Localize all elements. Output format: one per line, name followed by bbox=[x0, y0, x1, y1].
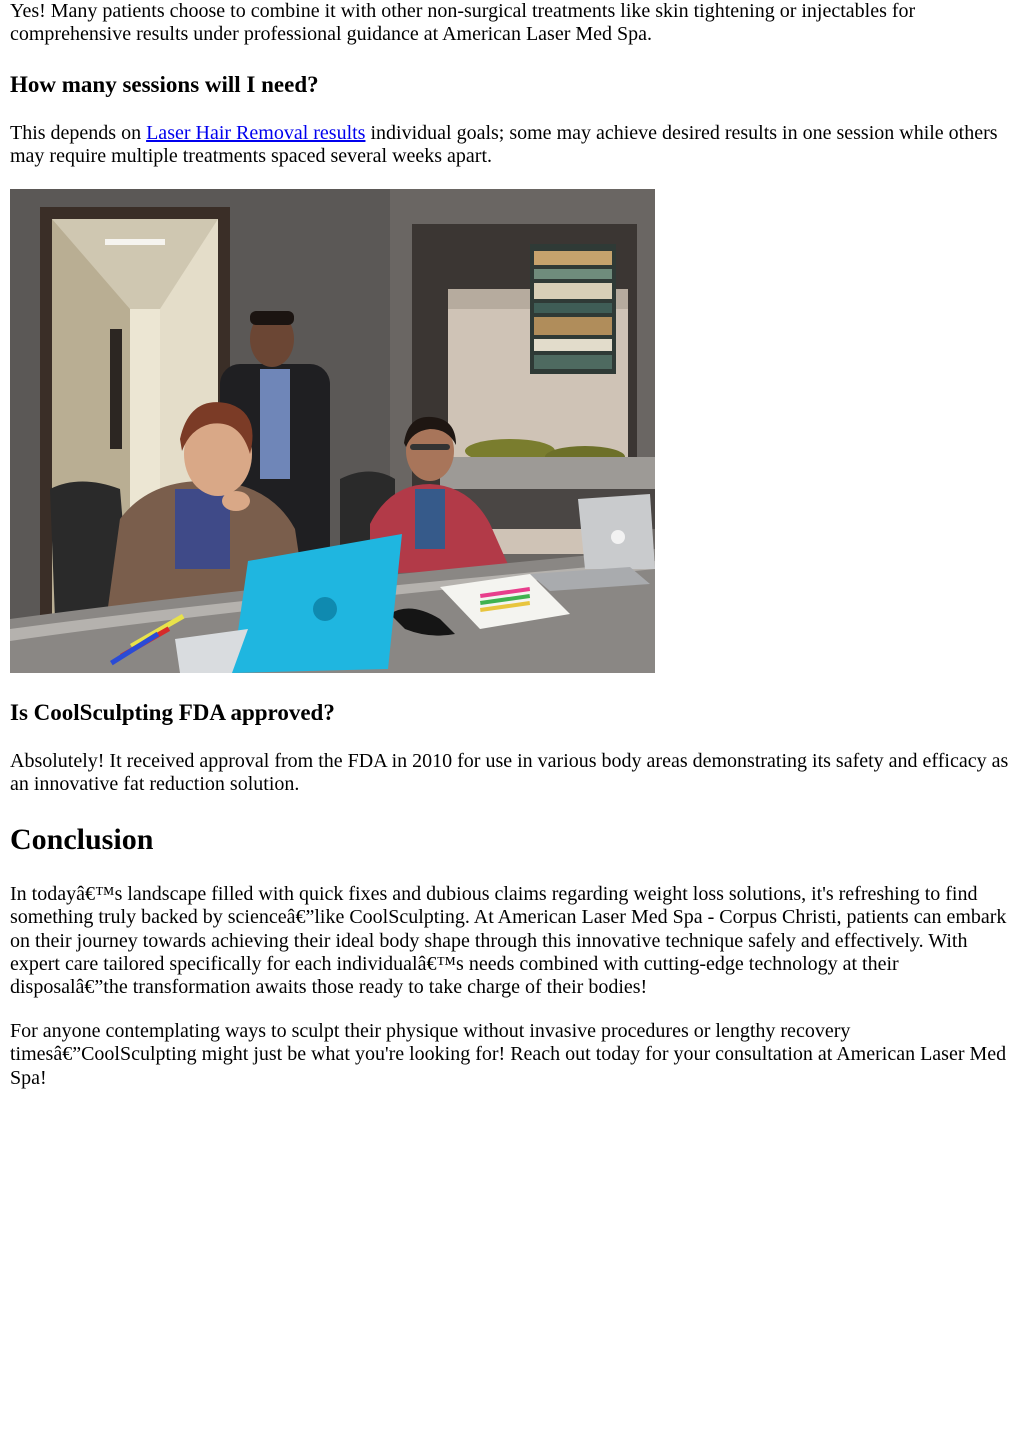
staff-at-reception-desk-photo bbox=[10, 189, 655, 673]
conclusion-paragraph-2: For anyone contemplating ways to sculpt their physique without invasive procedures or lengthy recovery timesâ€”CoolSculpting might just be what you're looking for! Reach out today for your consultation at American Laser Med Spa! bbox=[10, 1020, 1007, 1089]
fda-paragraph: Absolutely! It received approval from the FDA in 2010 for use in various body areas demonstrating its safety and efficacy as an innovative fat reduction solution. bbox=[10, 750, 1009, 796]
laser-hair-removal-link[interactable]: Laser Hair Removal results bbox=[146, 122, 366, 144]
sessions-heading: How many sessions will I need? bbox=[10, 72, 319, 97]
conclusion-heading: Conclusion bbox=[10, 823, 154, 856]
intro-paragraph: Yes! Many patients choose to combine it with other non-surgical treatments like skin tightening or injectables for comprehensive results under professional guidance at American Laser Med Spa. bbox=[10, 0, 916, 46]
sessions-text-after: individual goals; some may achieve desired results in one session while others may require multiple treatments spaced several weeks apart. bbox=[10, 122, 998, 168]
sessions-text-before: This depends on bbox=[10, 122, 147, 144]
conclusion-paragraph-1: In todayâ€™s landscape filled with quick fixes and dubious claims regarding weight loss solutions, it's refreshing to find something truly backed by scienceâ€”like CoolSculpting. At American Laser Med Spa - Corpus Christi, patients can embark on their journey towards achieving their ideal body shape through this innovative technique safely and effectively. With expert care tailored specifically for each individualâ€™s needs combined with cutting-edge technology at their disposalâ€”the transformation awaits those ready to take charge of their bodies! bbox=[10, 883, 1007, 999]
fda-heading: Is CoolSculpting FDA approved? bbox=[10, 700, 335, 725]
sessions-paragraph bbox=[10, 122, 1014, 169]
